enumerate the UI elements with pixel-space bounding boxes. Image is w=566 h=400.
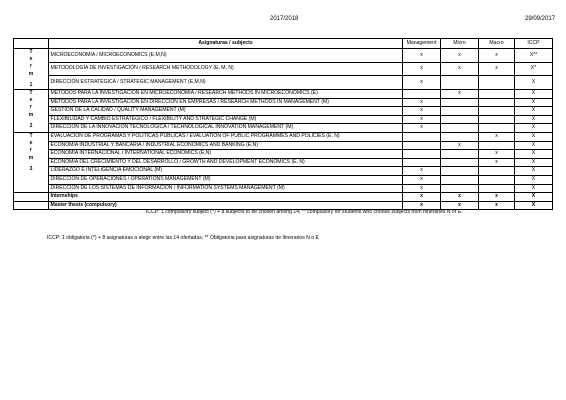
cell-macro: x [479,158,515,167]
cell-management: x [403,62,441,76]
subject-cell: METODOLOGÍA DE INVESTIGACIÓN / RESEARCH METHODOLOGY (E, M, N) [49,62,403,76]
column-header-micro: Micro [441,39,479,49]
subject-column-header: Asignaturas / subjects [49,39,403,49]
cell-iccp: X [515,107,553,116]
table-row [14,90,553,99]
cell-macro: x [479,193,515,202]
academic-year: 2017/2018 [270,16,299,22]
cell-iccp: X [515,141,553,150]
cell-management [403,132,441,141]
table-row [14,184,553,193]
subject-cell: Master thesis (compulsory) [49,201,403,210]
cell-management: x [403,98,441,107]
cell-management: x [403,184,441,193]
subject-cell: DIRECCIÓN DE OPERACIONES / OPERATIONS MANAGEMENT (M) [49,175,403,184]
cell-micro: x [441,201,479,210]
cell-management: x [403,76,441,90]
column-header-management: Management [403,39,441,49]
cell-micro: x [441,62,479,76]
table-row [14,132,553,141]
cell-macro [479,175,515,184]
cell-macro [479,124,515,133]
cell-iccp: X* [515,62,553,76]
subject-cell: FLEXIBILIDAD Y CAMBIO ESTRATÉGICO / FLEXIBILITY AND STRATEGIC CHANGE (M) [49,115,403,124]
subject-cell: MÉTODOS PARA LA INVESTIGACIÓN EN DIRECCIÓN EN EMPRESAS / RESEARCH METHODS IN MANAGEMENT (M) [49,98,403,107]
subject-cell: ECONOMÍA INTERNACIONAL / INTERNATIONAL ECONOMICS (E,N) [49,150,403,159]
cell-macro [479,167,515,176]
subject-cell: ECONOMÍA INDUSTRIAL Y BANCARIA / INDUSTRIAL ECONOMICS AND BANKING (E,N) [49,141,403,150]
cell-management: x [403,49,441,63]
cell-micro: x [441,90,479,99]
cell-macro: x [479,150,515,159]
subject-cell: DIRECCIÓN ESTRATÉGICA / STRATEGIC MANAGEMENT (E,M,N) [49,76,403,90]
table-row [14,193,553,202]
cell-iccp: X [515,76,553,90]
cell-management: x [403,167,441,176]
table-row [14,76,553,90]
subject-cell: GESTIÓN DE LA CALIDAD / QUALITY MANAGEMENT (M) [49,107,403,116]
cell-macro: x [479,132,515,141]
cell-iccp: X [515,167,553,176]
cell-macro [479,98,515,107]
subject-cell: EVALUACIÓN DE PROGRAMAS Y POLÍTICAS PÚBLICAS / EVALUATION OF PUBLIC PROGRAMMES AND POLICIES (E, N) [49,132,403,141]
cell-management: x [403,115,441,124]
subject-cell: MICROECONOMÍA / MICROECONOMICS (E,M,N) [49,49,403,63]
table-row [14,98,553,107]
cell-management [403,150,441,159]
cell-management: x [403,193,441,202]
subjects-table [13,38,553,210]
cell-macro [479,141,515,150]
subject-cell: MÉTODOS PARA LA INVESTIGACIÓN EN MICROECONOMÍA / RESEARCH METHODS IN MICROECONOMICS (E) [49,90,403,99]
document-date: 29/09/2017 [525,16,556,22]
cell-micro [441,76,479,90]
cell-management: x [403,107,441,116]
cell-iccp: X [515,150,553,159]
cell-micro [441,115,479,124]
cell-micro [441,98,479,107]
cell-micro: x [441,49,479,63]
table-row [14,150,553,159]
term-header [14,39,49,49]
cell-macro [479,76,515,90]
cell-macro [479,115,515,124]
table-row [14,124,553,133]
column-header-macro: Macro [479,39,515,49]
table-row [14,175,553,184]
table-row [14,49,553,63]
subject-cell: LIDERAZGO E INTELIGENCIA EMOCIONAL (M) [49,167,403,176]
table-row [14,158,553,167]
cell-iccp: X [515,175,553,184]
term-label: T e r m 1 [14,49,49,90]
cell-macro [479,107,515,116]
cell-micro [441,124,479,133]
table-row [14,141,553,150]
cell-micro [441,184,479,193]
table-row [14,107,553,116]
subject-cell: ECONOMÍA DEL CRECIMIENTO Y DEL DESARROLLO / GROWTH AND DEVELOPMENT ECONOMICS (E, N) [49,158,403,167]
term-label: T e r m 2 [14,90,49,133]
table-body [14,49,553,210]
cell-macro [479,90,515,99]
cell-management: x [403,201,441,210]
table-header-row [14,39,553,49]
cell-iccp: X [515,90,553,99]
cell-iccp: X [515,201,553,210]
table-row [14,167,553,176]
cell-management [403,141,441,150]
subject-cell: DIRECCIÓN DE LA INNOVACIÓN TECNOLÓGICA / TECHNOLOGICAL INNOVATION MANAGEMENT (M) [49,124,403,133]
cell-iccp: X** [515,49,553,63]
cell-iccp: X [515,193,553,202]
table-row [14,62,553,76]
cell-macro: x [479,201,515,210]
cell-micro [441,158,479,167]
term-empty [14,193,49,202]
cell-management [403,90,441,99]
cell-iccp: X [515,98,553,107]
cell-micro [441,175,479,184]
term-empty [14,201,49,210]
cell-micro [441,150,479,159]
cell-micro: x [441,193,479,202]
cell-iccp: X [515,124,553,133]
cell-management [403,158,441,167]
cell-macro: x [479,62,515,76]
table-row [14,115,553,124]
cell-micro [441,132,479,141]
cell-iccp: X [515,132,553,141]
cell-iccp: X [515,115,553,124]
column-header-iccp: ICCP [515,39,553,49]
note-spanish: ICCP: 1 obligatoria (*) + 8 asignaturas a elegir entre las 14 ofertadas; ** Obligatoria para asignaturas de Itinerarios N o E [47,235,319,241]
cell-micro: x [441,141,479,150]
cell-micro [441,167,479,176]
subject-cell: Internships [49,193,403,202]
cell-iccp: X [515,184,553,193]
cell-iccp: X [515,158,553,167]
cell-macro: x [479,49,515,63]
cell-management: x [403,175,441,184]
cell-micro [441,107,479,116]
cell-management: x [403,124,441,133]
subject-cell: DIRECCIÓN DE LOS SISTEMAS DE INFORMACIÓN / INFORMATION SYSTEMS MANAGEMENT (M) [49,184,403,193]
note-english: ICCP: 1 compulsory subject (*) + 8 subjects to be chosen among 14; ** compulsory for students who choose subjects from Itineraries N or E. [146,209,463,215]
term-label: T e r m 3 [14,132,49,192]
cell-macro [479,184,515,193]
